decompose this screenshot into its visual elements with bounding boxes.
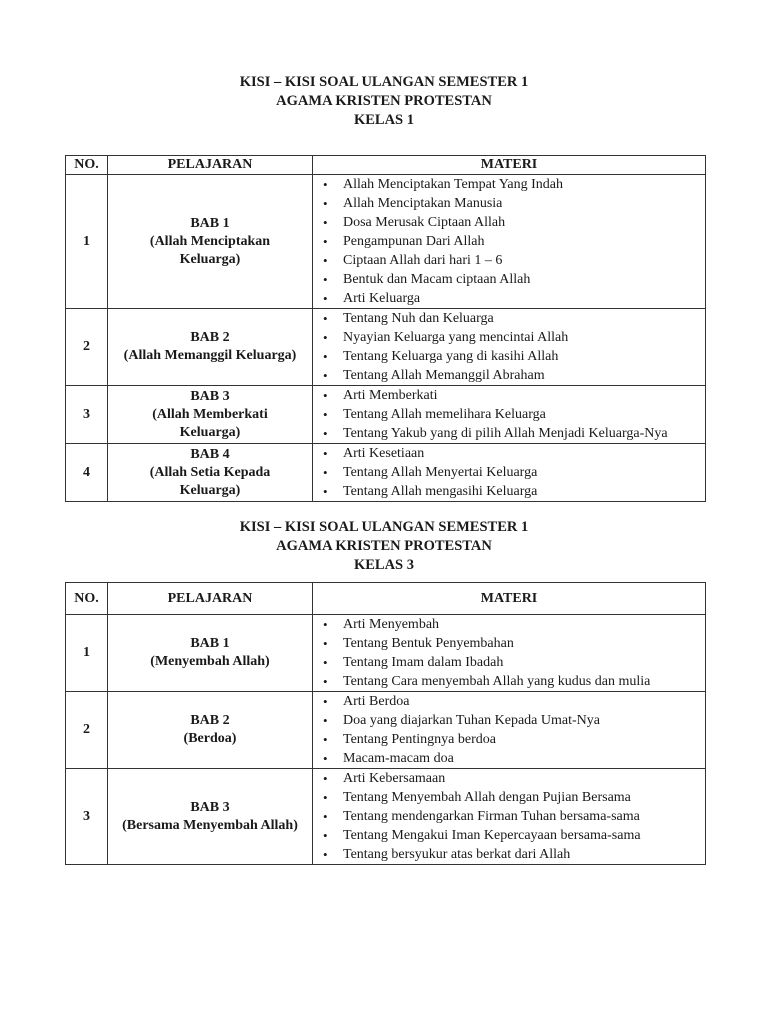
list-item: • Pengampunan Dari Allah bbox=[321, 232, 705, 251]
lesson-chapter: BAB 3 bbox=[190, 799, 230, 815]
kisi-table-kelas-1 bbox=[65, 155, 706, 502]
row-number: 2 bbox=[66, 692, 108, 769]
lesson-cell bbox=[108, 386, 313, 444]
material-cell bbox=[313, 175, 706, 309]
list-item: • Bentuk dan Macam ciptaan Allah bbox=[321, 270, 705, 289]
row-number: 3 bbox=[66, 386, 108, 444]
list-item: • Doa yang diajarkan Tuhan Kepada Umat-Nya bbox=[321, 711, 705, 730]
list-item: • Tentang Keluarga yang di kasihi Allah bbox=[321, 347, 705, 366]
lesson-chapter: BAB 1 bbox=[190, 636, 230, 651]
lesson-title: (Menyembah Allah) bbox=[150, 654, 270, 669]
lesson-chapter: BAB 2 bbox=[190, 713, 230, 728]
header-pelajaran: PELAJARAN bbox=[108, 156, 313, 175]
material-cell bbox=[313, 444, 706, 502]
list-item: • Arti Berdoa bbox=[321, 692, 705, 711]
table-row bbox=[66, 309, 706, 386]
material-list bbox=[321, 769, 705, 864]
list-item: • Tentang Pentingnya berdoa bbox=[321, 730, 705, 749]
list-item: • Tentang Cara menyembah Allah yang kudus dan mulia bbox=[321, 672, 705, 691]
table-row bbox=[66, 692, 706, 769]
table-row bbox=[66, 175, 706, 309]
material-list bbox=[321, 175, 705, 308]
list-item: • Tentang Mengakui Iman Kepercayaan bersama-sama bbox=[321, 826, 705, 845]
list-item: • Tentang Allah mengasihi Keluarga bbox=[321, 482, 705, 501]
lesson-title-cont: Keluarga) bbox=[179, 424, 241, 440]
row-number: 3 bbox=[66, 769, 108, 865]
list-item: • Tentang Allah Menyertai Keluarga bbox=[321, 463, 705, 482]
list-item: • Tentang Yakub yang di pilih Allah Menjadi Keluarga-Nya bbox=[321, 424, 705, 443]
lesson-chapter: BAB 1 bbox=[190, 215, 230, 231]
lesson-title: (Allah Setia Kepada bbox=[149, 464, 271, 480]
kisi-table-kelas-3 bbox=[65, 582, 706, 865]
material-list bbox=[321, 615, 705, 691]
lesson-cell bbox=[108, 444, 313, 502]
lesson-title: (Berdoa) bbox=[183, 731, 237, 746]
list-item: • Tentang mendengarkan Firman Tuhan bersama-sama bbox=[321, 807, 705, 826]
header-materi: MATERI bbox=[313, 583, 706, 615]
list-item: • Tentang Allah memelihara Keluarga bbox=[321, 405, 705, 424]
list-item: • Tentang Imam dalam Ibadah bbox=[321, 653, 705, 672]
lesson-cell bbox=[108, 175, 313, 309]
list-item: • Arti Menyembah bbox=[321, 615, 705, 634]
material-list bbox=[321, 444, 705, 501]
title-line-3: KELAS 3 bbox=[353, 557, 415, 573]
list-item: • Tentang Allah Memanggil Abraham bbox=[321, 366, 705, 385]
table-row bbox=[66, 444, 706, 502]
lesson-cell bbox=[108, 309, 313, 386]
material-list bbox=[321, 692, 705, 768]
lesson-title-cont: Keluarga) bbox=[179, 482, 241, 498]
list-item: • Tentang Menyembah Allah dengan Pujian Bersama bbox=[321, 788, 705, 807]
lesson-chapter: BAB 3 bbox=[190, 388, 230, 404]
list-item: • Arti Kesetiaan bbox=[321, 444, 705, 463]
lesson-chapter: BAB 4 bbox=[190, 446, 230, 462]
section-title-kelas-1 bbox=[0, 73, 768, 130]
row-number: 4 bbox=[66, 444, 108, 502]
list-item: • Tentang Nuh dan Keluarga bbox=[321, 309, 705, 328]
list-item: • Macam-macam doa bbox=[321, 749, 705, 768]
title-line-2: AGAMA KRISTEN PROTESTAN bbox=[276, 93, 492, 109]
list-item: • Dosa Merusak Ciptaan Allah bbox=[321, 213, 705, 232]
material-cell bbox=[313, 615, 706, 692]
list-item: • Allah Menciptakan Manusia bbox=[321, 194, 705, 213]
table-header-row bbox=[66, 156, 706, 175]
lesson-cell bbox=[108, 769, 313, 865]
list-item: • Arti Keluarga bbox=[321, 289, 705, 308]
material-cell bbox=[313, 692, 706, 769]
lesson-title-cont: Keluarga) bbox=[179, 251, 241, 267]
lesson-cell bbox=[108, 615, 313, 692]
list-item: • Arti Memberkati bbox=[321, 386, 705, 405]
material-cell bbox=[313, 386, 706, 444]
title-line-1: KISI – KISI SOAL ULANGAN SEMESTER 1 bbox=[239, 519, 529, 535]
title-line-1: KISI – KISI SOAL ULANGAN SEMESTER 1 bbox=[239, 74, 529, 90]
row-number: 1 bbox=[66, 615, 108, 692]
lesson-chapter: BAB 2 bbox=[190, 330, 230, 345]
list-item: • Allah Menciptakan Tempat Yang Indah bbox=[321, 175, 705, 194]
title-line-3: KELAS 1 bbox=[353, 112, 415, 128]
table-header-row bbox=[66, 583, 706, 615]
row-number: 2 bbox=[66, 309, 108, 386]
material-list bbox=[321, 309, 705, 385]
material-cell bbox=[313, 309, 706, 386]
list-item: • Nyayian Keluarga yang mencintai Allah bbox=[321, 328, 705, 347]
lesson-title: (Allah Memberkati bbox=[152, 406, 268, 422]
table-row bbox=[66, 386, 706, 444]
list-item: • Arti Kebersamaan bbox=[321, 769, 705, 788]
header-pelajaran: PELAJARAN bbox=[108, 583, 313, 615]
header-materi: MATERI bbox=[313, 156, 706, 175]
table-row bbox=[66, 769, 706, 865]
lesson-title: (Bersama Menyembah Allah) bbox=[122, 817, 298, 833]
header-no: NO. bbox=[66, 156, 108, 175]
section-title-kelas-3 bbox=[0, 518, 768, 575]
header-no: NO. bbox=[66, 583, 108, 615]
lesson-title: (Allah Memanggil Keluarga) bbox=[123, 348, 297, 363]
table-row bbox=[66, 615, 706, 692]
material-list bbox=[321, 386, 705, 443]
list-item: • Ciptaan Allah dari hari 1 – 6 bbox=[321, 251, 705, 270]
lesson-title: (Allah Menciptakan bbox=[149, 233, 271, 249]
lesson-cell bbox=[108, 692, 313, 769]
row-number: 1 bbox=[66, 175, 108, 309]
material-cell bbox=[313, 769, 706, 865]
title-line-2: AGAMA KRISTEN PROTESTAN bbox=[276, 538, 492, 554]
list-item: • Tentang bersyukur atas berkat dari Allah bbox=[321, 845, 705, 864]
list-item: • Tentang Bentuk Penyembahan bbox=[321, 634, 705, 653]
